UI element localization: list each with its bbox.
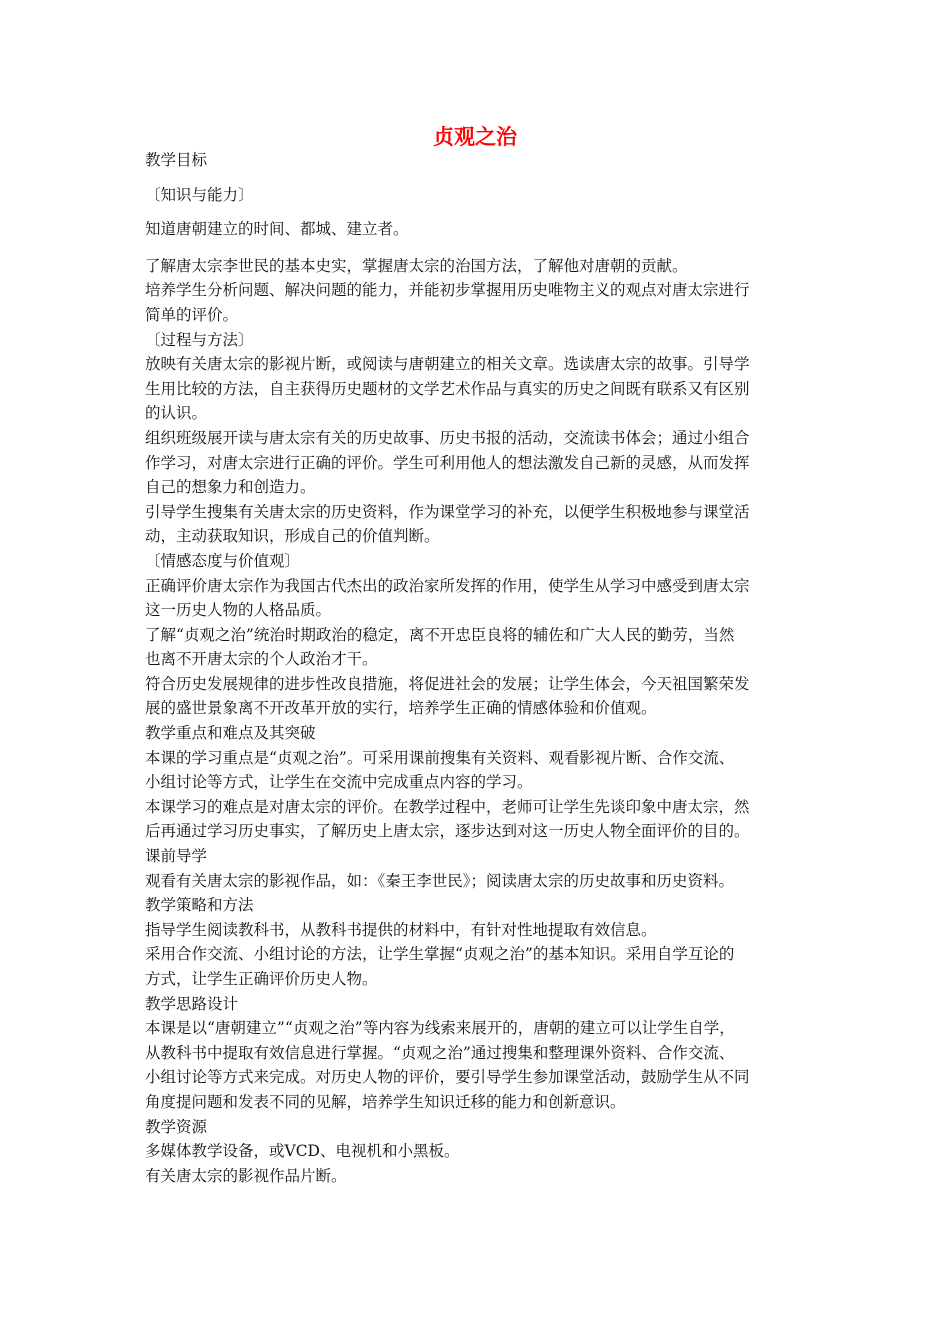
paragraph-line: 引导学生搜集有关唐太宗的历史资料，作为课堂学习的补充，以便学生积极地参与课堂活 <box>145 502 750 521</box>
paragraph-line: 本课学习的难点是对唐太宗的评价。在教学过程中，老师可让学生先谈印象中唐太宗，然 <box>145 797 750 816</box>
subsection-heading: 〔情感态度与价值观〕 <box>145 551 301 570</box>
section-heading: 教学目标 <box>145 151 208 169</box>
section-heading: 教学策略和方法 <box>145 896 254 915</box>
document-title: 贞观之治 <box>433 124 517 149</box>
paragraph-line: 动，主动获取知识，形成自己的价值判断。 <box>145 527 440 546</box>
paragraph-line: 培养学生分析问题、解决问题的能力，并能初步掌握用历史唯物主义的观点对唐太宗进行 <box>145 281 750 300</box>
paragraph-line: 展的盛世景象离不开改革开放的实行，培养学生正确的情感体验和价值观。 <box>145 699 657 718</box>
paragraph-line: 作学习，对唐太宗进行正确的评价。学生可利用他人的想法激发自己新的灵感，从而发挥 <box>145 453 750 472</box>
section-heading: 教学思路设计 <box>145 994 239 1013</box>
paragraph-line: 放映有关唐太宗的影视片断，或阅读与唐朝建立的相关文章。选读唐太宗的故事。引导学 <box>145 355 750 374</box>
paragraph-line: 角度提问题和发表不同的见解，培养学生知识迁移的能力和创新意识。 <box>145 1092 626 1111</box>
subsection-heading: 〔过程与方法〕 <box>145 330 254 349</box>
document-body <box>145 148 815 1188</box>
paragraph-line: 生用比较的方法，自主获得历史题材的文学艺术作品与真实的历史之间既有联系又有区别 <box>145 379 750 398</box>
paragraph-line: 方式，让学生正确评价历史人物。 <box>145 970 378 988</box>
paragraph-line: 符合历史发展规律的进步性改良措施，将促进社会的发展；让学生体会，今天祖国繁荣发 <box>145 674 750 693</box>
paragraph-line: 知道唐朝建立的时间、都城、建立者。 <box>145 220 409 239</box>
paragraph-line: 指导学生阅读教科书，从教科书提供的材料中，有针对性地提取有效信息。 <box>145 920 657 939</box>
paragraph-line: 有关唐太宗的影视作品片断。 <box>145 1166 347 1185</box>
paragraph-line: 正确评价唐太宗作为我国古代杰出的政治家所发挥的作用，使学生从学习中感受到唐太宗 <box>145 576 750 595</box>
paragraph-line: 也离不开唐太宗的个人政治才干。 <box>145 650 378 669</box>
paragraph-line: 从教科书中提取有效信息进行掌握。“贞观之治”通过搜集和整理课外资料、合作交流、 <box>145 1043 735 1062</box>
paragraph-line: 简单的评价。 <box>145 305 239 324</box>
paragraph-line: 了解“贞观之治”统治时期政治的稳定，离不开忠臣良将的辅佐和广大人民的勤劳，当然 <box>145 625 735 644</box>
paragraph-line: 组织班级展开读与唐太宗有关的历史故事、历史书报的活动，交流读书体会；通过小组合 <box>145 428 750 447</box>
paragraph-line: 的认识。 <box>145 404 208 423</box>
paragraph-line: 后再通过学习历史事实，了解历史上唐太宗，逐步达到对这一历史人物全面评价的目的。 <box>145 822 750 841</box>
section-heading: 教学重点和难点及其突破 <box>145 724 316 743</box>
paragraph-line: 本课是以“唐朝建立”“贞观之治”等内容为线索来展开的，唐朝的建立可以让学生自学， <box>145 1019 735 1038</box>
paragraph-line: 这一历史人物的人格品质。 <box>145 601 332 620</box>
section-heading: 教学资源 <box>145 1117 208 1136</box>
paragraph-line: 了解唐太宗李世民的基本史实，掌握唐太宗的治国方法，了解他对唐朝的贡献。 <box>145 256 688 275</box>
section-heading: 课前导学 <box>145 847 208 866</box>
paragraph-line: 自己的想象力和创造力。 <box>145 478 316 497</box>
paragraph-line: 观看有关唐太宗的影视作品，如：《秦王李世民》；阅读唐太宗的历史故事和历史资料。 <box>145 871 735 890</box>
paragraph-line: 小组讨论等方式来完成。对历史人物的评价，要引导学生参加课堂活动，鼓励学生从不同 <box>145 1068 750 1087</box>
paragraph-line: 采用合作交流、小组讨论的方法，让学生掌握“贞观之治”的基本知识。采用自学互论的 <box>145 945 735 964</box>
paragraph-line: 本课的学习重点是“贞观之治”。可采用课前搜集有关资料、观看影视片断、合作交流、 <box>145 748 735 767</box>
paragraph-line: 多媒体教学设备，或VCD、电视机和小黑板。 <box>145 1142 460 1161</box>
paragraph-line: 小组讨论等方式，让学生在交流中完成重点内容的学习。 <box>145 773 533 792</box>
subsection-heading: 〔知识与能力〕 <box>145 185 254 204</box>
